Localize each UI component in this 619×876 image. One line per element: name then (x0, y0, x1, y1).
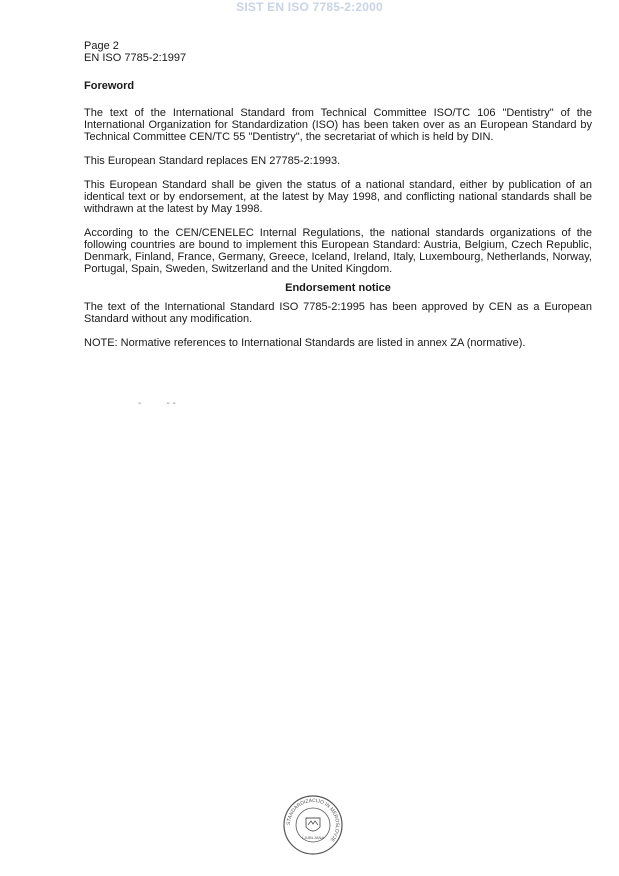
seal-center-text: LJUBLJANA (301, 835, 325, 840)
endorsement-text: The text of the International Standard ISO 7785-2:1995 has been approved by CEN as a European Standard without any modification. (84, 301, 592, 325)
foreword-paragraph: This European Standard replaces EN 27785-2:1993. (84, 155, 341, 167)
foreword-heading: Foreword (84, 80, 135, 92)
watermark-text: SIST EN ISO 7785-2:2000 (236, 0, 383, 14)
document-body (84, 40, 592, 349)
standard-reference: EN ISO 7785-2:1997 (84, 52, 187, 64)
page-number: Page 2 (84, 40, 119, 52)
foreword-paragraph: This European Standard shall be given the status of a national standard, either by publication of an identical text or by endorsement, at the latest by May 1998, and conflicting national standards shall be withdrawn at the latest by May 1998. (84, 179, 592, 215)
normative-note: NOTE: Normative references to International Standards are listed in annex ZA (normative). (84, 337, 526, 349)
endorsement-heading: Endorsement notice (285, 282, 391, 294)
seal-ring-text: STANDARDIZACIJO IN MEROSLOVJE (285, 797, 341, 843)
foreword-paragraph: The text of the International Standard from Technical Committee ISO/TC 106 "Dentistry" of the International Organization for Standardization (ISO) has been taken over as an European Standard by Technical Committee CEN/TC 55 "Dentistry", the secretariat of which is held by DIN. (84, 107, 592, 143)
official-seal-stamp (282, 794, 344, 856)
foreword-paragraph: According to the CEN/CENELEC Internal Regulations, the national standards organizations of the following countries are bound to implement this European Standard: Austria, Belgium, Czech Republic, Denmark, Finland, France, Germany, Greece, Iceland, Ireland, Italy, Luxembourg, Netherlands, Norway, Portugal, Spain, Sweden, Switzerland and the United Kingdom. (84, 227, 592, 275)
stray-dash-marks: - - - (138, 398, 176, 409)
